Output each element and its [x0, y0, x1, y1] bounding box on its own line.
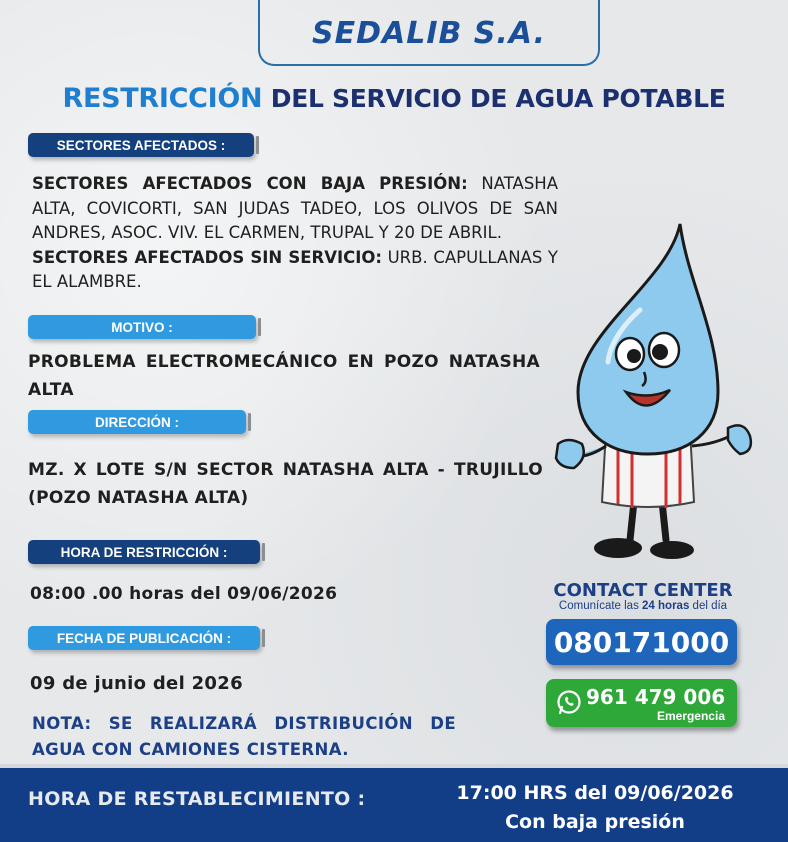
sin-text: URB. CAPULLANAS Y EL ALAMBRE. — [32, 247, 559, 291]
title-accent: RESTRICCIÓN — [62, 83, 263, 114]
restablecimiento-time — [440, 779, 750, 837]
emergency-phone-number: 961 479 006 — [586, 685, 726, 709]
fecha-publicacion-label: FECHA DE PUBLICACIÓN : — [28, 626, 260, 650]
motivo-label: MOTIVO : — [28, 315, 256, 339]
restablecimiento-note: Con baja presión — [505, 811, 685, 833]
logo-frame — [258, 0, 600, 66]
sin-label: SECTORES AFECTADOS SIN SERVICIO: — [32, 247, 382, 267]
emergency-phone-button[interactable] — [546, 679, 737, 727]
baja-label: SECTORES AFECTADOS CON BAJA PRESIÓN: — [32, 174, 468, 193]
contact-phone-button[interactable]: 080171000 — [546, 619, 737, 665]
motivo-text: PROBLEMA ELECTROMECÁNICO EN POZO NATASHA ALTA — [28, 352, 540, 400]
water-drop-mascot-icon — [548, 222, 758, 562]
sectores-label: SECTORES AFECTADOS : — [28, 133, 254, 157]
sectores-text — [32, 172, 558, 295]
title-rest: DEL SERVICIO DE AGUA POTABLE — [270, 84, 726, 113]
restablecimiento-footer — [0, 764, 788, 842]
contact-center-subtitle — [540, 600, 746, 612]
fecha-publicacion-text: 09 de junio del 2026 — [30, 673, 243, 694]
direccion-text: MZ. X LOTE S/N SECTOR NATASHA ALTA - TRUJILLO (POZO NATASHA ALTA) — [28, 460, 543, 508]
restablecimiento-label: HORA DE RESTABLECIMIENTO : — [28, 788, 366, 810]
contact-sub-post: del día — [692, 600, 728, 612]
contact-center-title: CONTACT CENTER — [553, 580, 733, 601]
whatsapp-icon — [556, 689, 582, 715]
page-title — [0, 83, 788, 114]
restablecimiento-datetime: 17:00 HRS del 09/06/2026 — [456, 782, 734, 804]
contact-sub-bold: 24 horas — [642, 600, 690, 612]
company-logo: SEDALIB S.A. — [312, 15, 546, 51]
hora-restriccion-text: 08:00 .00 horas del 09/06/2026 — [30, 584, 338, 604]
direccion-label: DIRECCIÓN : — [28, 410, 246, 434]
contact-sub-pre: Comunícate las — [558, 600, 639, 612]
baja-text: NATASHA ALTA, COVICORTI, SAN JUDAS TADEO, LOS OLIVOS DE SAN ANDRES, ASOC. VIV. EL CARMEN, TRUPAL Y 20 DE ABRIL. — [32, 174, 558, 242]
emergency-label: Emergencia — [656, 709, 725, 723]
nota-text: NOTA: SE REALIZARÁ DISTRIBUCIÓN DE AGUA CON CAMIONES CISTERNA. — [32, 714, 456, 759]
hora-restriccion-label: HORA DE RESTRICCIÓN : — [28, 540, 260, 564]
